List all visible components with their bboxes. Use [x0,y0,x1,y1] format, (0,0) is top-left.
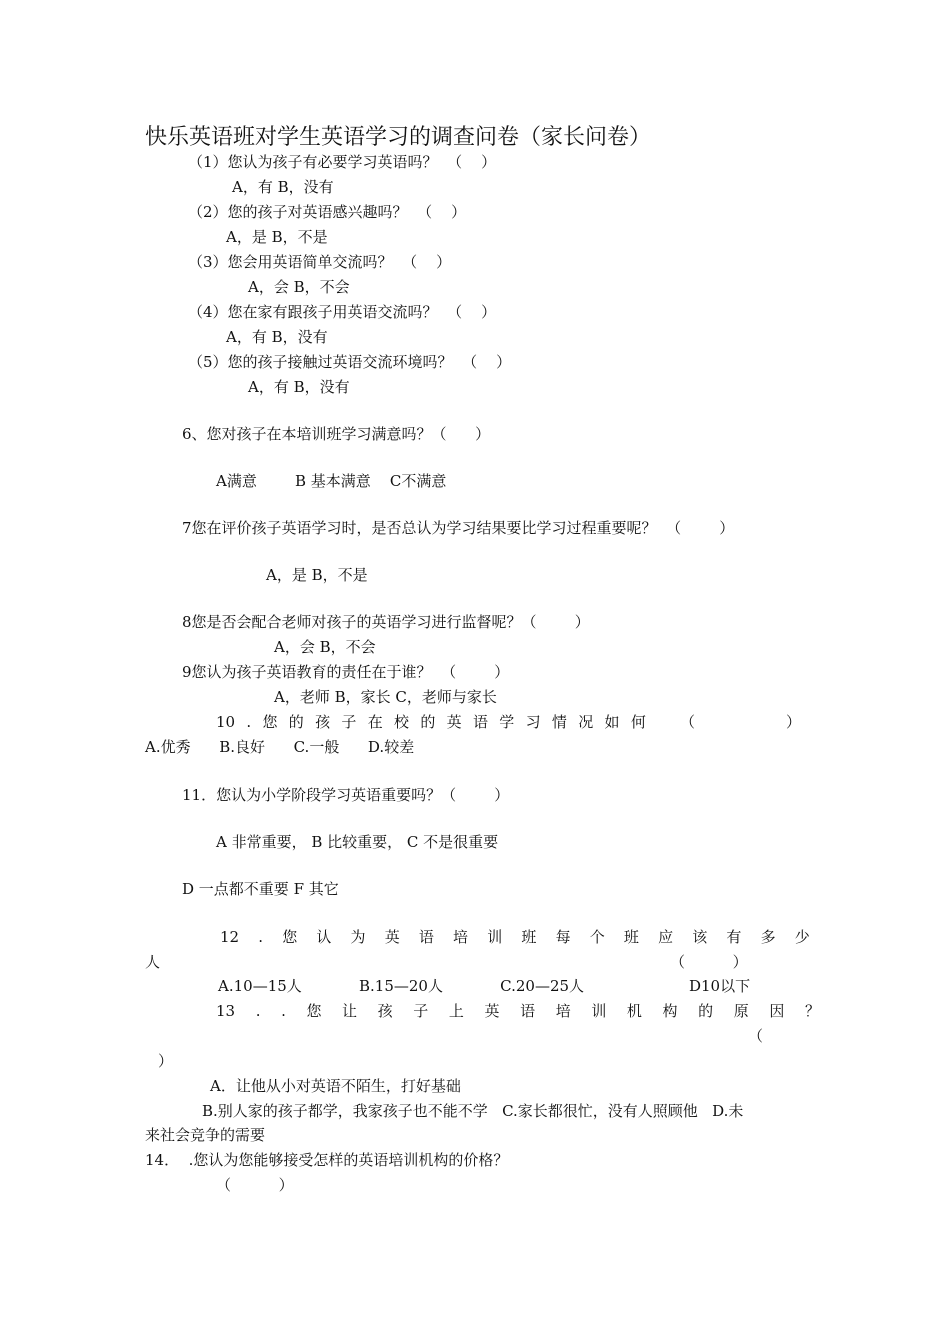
q12-char: 每 [555,928,571,946]
q13-char: 原 [733,1002,749,1020]
question-10 [216,713,646,731]
question-13-options-wrap: 来社会竞争的需要 [145,1126,266,1144]
question-9-options: A，老师 B，家长 C，老师与家长 [274,688,497,706]
q10-char: 子 [341,713,357,731]
q13-char: 13 [216,1002,236,1020]
q10-char: 在 [367,713,383,731]
q12-char: 该 [692,928,708,946]
page-title: 快乐英语班对学生英语学习的调查问卷（家长问卷） [145,125,652,150]
q10-char: 10 [216,713,236,731]
question-2: （2）您的孩子对英语感兴趣吗？ （ ） [188,203,467,221]
q10-char: . [246,713,252,731]
question-1: （1）您认为孩子有必要学习英语吗？ （ ） [188,153,497,171]
q13-char: 您 [306,1002,322,1020]
q12-char: 班 [521,928,537,946]
question-13 [216,1002,820,1020]
q13-char: 培 [555,1002,571,1020]
question-1-options: A，有 B，没有 [232,178,334,196]
q13-char: . [255,1002,261,1020]
question-12-wrap: 人 [145,953,161,971]
q12-char: 语 [418,928,434,946]
question-3-options: A，会 B，不会 [248,278,350,296]
q12-char: 有 [726,928,742,946]
question-3: （3）您会用英语简单交流吗？ （ ） [188,253,452,271]
question-5: （5）您的孩子接触过英语交流环境吗？ （ ） [188,353,512,371]
question-10-paren-left: （ [680,713,696,731]
q12-char: 认 [316,928,332,946]
q12-char: 为 [350,928,366,946]
q13-char: 的 [698,1002,714,1020]
q10-char: 您 [262,713,278,731]
question-7-options: A，是 B，不是 [266,566,368,584]
question-8-options: A，会 B，不会 [274,638,376,656]
q13-char: . [281,1002,286,1020]
q13-char: 机 [626,1002,642,1020]
question-6: 6、您对孩子在本培训班学习满意吗？（ ） [182,425,491,443]
q10-char: 学 [499,713,515,731]
question-11: 11．您认为小学阶段学习英语重要吗？（ ） [182,786,510,804]
q12-char: 训 [487,928,503,946]
q13-char: 子 [413,1002,429,1020]
q10-char: 孩 [315,713,331,731]
q12-char: 应 [658,928,674,946]
q13-char: 因 [769,1002,785,1020]
q10-char: 英 [446,713,462,731]
q13-char: 构 [662,1002,678,1020]
q12-char: 多 [760,928,776,946]
question-14: 14． .您认为您能够接受怎样的英语培训机构的价格？ [145,1151,509,1169]
q13-char: 上 [448,1002,464,1020]
q13-char: 英 [484,1002,500,1020]
q12-char: 个 [589,928,605,946]
question-5-options: A，有 B，没有 [248,378,350,396]
q13-char: 训 [591,1002,607,1020]
question-12 [220,928,810,946]
question-11-options: A 非常重要， B 比较重要， C 不是很重要 [216,833,499,851]
q10-char: 如 [604,713,620,731]
q12-char: 英 [384,928,400,946]
question-7: 7您在评价孩子英语学习时，是否总认为学习结果要比学习过程重要呢？ （ ） [182,519,735,537]
question-14-answer: （ ） [216,1176,294,1194]
question-10-options: A.优秀 B.良好 C.一般 D.较差 [145,738,415,756]
q13-char: 让 [342,1002,358,1020]
question-13-option-a: A．让他从小对英语不陌生，打好基础 [210,1077,461,1095]
question-12-answer: （ ） [670,953,748,971]
question-9: 9您认为孩子英语教育的责任在于谁？ （ ） [182,663,510,681]
q10-char: 的 [420,713,436,731]
q10-char: 习 [525,713,541,731]
q13-char: 孩 [377,1002,393,1020]
q12-char: . [258,928,264,946]
q10-char: 校 [394,713,410,731]
q12-char: 12 [220,928,240,946]
question-13-options-bcd: B.别人家的孩子都学，我家孩子也不能不学 C.家长都很忙，没有人照顾他 D.未 [202,1102,744,1120]
q12-char: 培 [453,928,469,946]
q10-char: 何 [630,713,646,731]
question-4-options: A，有 B，没有 [226,328,328,346]
q12-char: 班 [623,928,639,946]
q12-char: 您 [282,928,298,946]
question-6-options: A满意 B 基本满意 C不满意 [216,472,447,490]
question-13-paren-left: （ [748,1027,764,1045]
question-13-paren-right: ） [158,1052,174,1070]
q10-char: 况 [578,713,594,731]
q10-char: 情 [551,713,567,731]
question-10-paren-right: ） [786,713,802,731]
question-12-options: A.10—15人 B.15—20人 C.20—25人 D10以下 [218,977,751,995]
q12-char: 少 [794,928,810,946]
question-11-options-more: D 一点都不重要 F 其它 [182,880,339,898]
q13-char: ？ [804,1002,820,1020]
q13-char: 语 [520,1002,536,1020]
question-8: 8您是否会配合老师对孩子的英语学习进行监督呢？（ ） [182,613,590,631]
question-2-options: A，是 B，不是 [226,228,328,246]
question-4: （4）您在家有跟孩子用英语交流吗？ （ ） [188,303,497,321]
q10-char: 语 [472,713,488,731]
q10-char: 的 [288,713,304,731]
